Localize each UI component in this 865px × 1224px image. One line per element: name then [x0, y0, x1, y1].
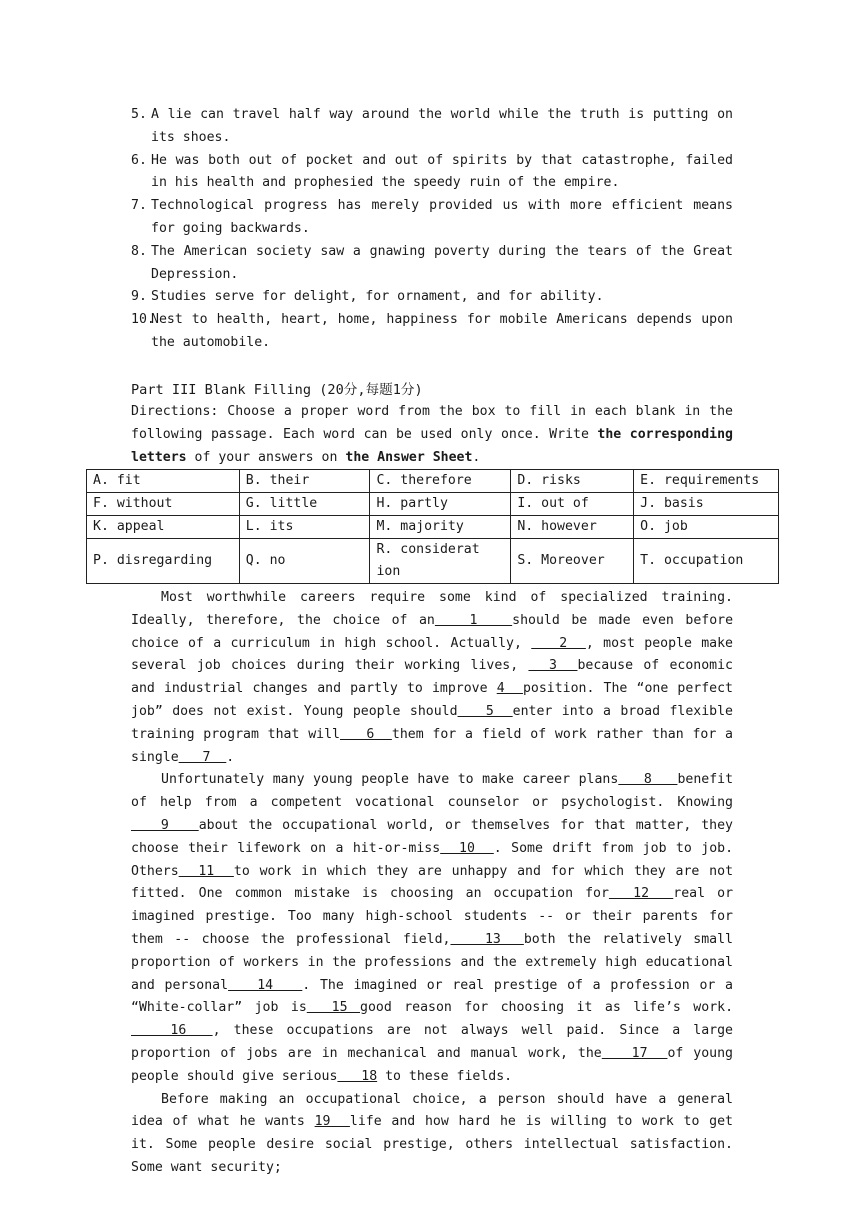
option-cell: E. requirements	[634, 470, 779, 493]
table-row	[87, 539, 779, 584]
sentence-item	[131, 241, 733, 287]
sentence-text: Technological progress has merely provided us with more efficient means for going backwards.	[151, 198, 733, 236]
passage-text: life and how hard he is willing to work to get it. Some people desire social prestige, others intellectual satisfaction. Some want security;	[131, 1114, 733, 1175]
passage-text: . The imagined or real prestige of a profession or a “White-collar” job is	[131, 977, 733, 1016]
answer-blank: 7	[178, 749, 227, 765]
passage-text: , these occupations are not always well paid. Since a large proportion of jobs are in mechanical and manual work, the	[131, 1023, 734, 1061]
option-cell: C. therefore	[370, 470, 511, 493]
sentence-number: 10.	[131, 312, 155, 328]
passage-text: .	[226, 749, 235, 765]
option-cell: T. occupation	[634, 539, 779, 584]
option-cell: J. basis	[634, 493, 779, 516]
sentence-number: 8.	[131, 243, 147, 259]
passage-text: them for a field of work rather than for a single	[131, 726, 733, 765]
answer-blank: 10	[440, 840, 494, 856]
section-title: Part III Blank Filling (20分,每题1分)	[131, 382, 423, 398]
sentence-number: 5.	[131, 107, 147, 122]
passage-text: about the occupational world, or themselves for that matter, they choose their lifework on a hit-or-miss	[131, 817, 733, 856]
passage-text: because of economic and industrial changes and partly to improve	[131, 658, 733, 697]
directions	[131, 401, 733, 469]
passage-text: good reason for choosing it as life’s work.	[360, 1000, 734, 1016]
answer-blank: 2	[531, 635, 586, 651]
passage-paragraph	[131, 1089, 733, 1180]
option-cell: P. disregarding	[87, 539, 240, 584]
answer-blank: 16	[131, 1023, 213, 1039]
directions-emphasis: the Answer Sheet	[345, 449, 473, 465]
sentence-number: 6.	[131, 152, 147, 168]
passage-text: enter into a broad flexible training program that will	[131, 703, 733, 742]
answer-blank: 6	[339, 726, 392, 742]
sentence-item	[131, 195, 733, 241]
option-cell: B. their	[239, 470, 370, 493]
option-cell: A. fit	[87, 470, 240, 493]
sentence-text: He was both out of pocket and out of spirits by that catastrophe, failed in his health and prophesied the speedy ruin of the empire.	[151, 152, 733, 191]
passage-text: real or imagined prestige. Too many high-school students -- or their parents for them -- choose the professional field,	[131, 886, 734, 947]
cloze-passage	[131, 587, 733, 1180]
option-cell: N. however	[511, 516, 634, 539]
directions-text: Directions: Choose a proper word from the box to fill in each blank in the following passage. Each word can be used only once. Write	[131, 404, 733, 442]
answer-blank: 11	[178, 863, 234, 879]
answer-blank: 12	[608, 886, 674, 902]
option-cell: D. risks	[511, 470, 634, 493]
passage-text: should be made even before choice of a curriculum in high school. Actually,	[131, 612, 734, 651]
option-cell: G. little	[239, 493, 370, 516]
answer-blank: 8	[618, 772, 678, 788]
answer-blank: 4	[496, 681, 523, 697]
table-row	[87, 493, 779, 516]
option-cell: M. majority	[370, 516, 511, 539]
sentence-number: 9.	[131, 289, 147, 305]
answer-blank: 9	[131, 817, 199, 833]
sentence-text: The American society saw a gnawing poverty during the tears of the Great Depression.	[151, 243, 733, 282]
sentence-text: Nest to health, heart, home, happiness for mobile Americans depends upon the automobile.	[151, 312, 733, 350]
passage-paragraph	[131, 587, 733, 769]
option-cell: H. partly	[370, 493, 511, 516]
sentence-number: 7.	[131, 198, 147, 214]
option-cell: O. job	[634, 516, 779, 539]
passage-text: of young people should give serious	[131, 1045, 733, 1084]
answer-blank: 14	[228, 977, 303, 993]
option-cell: L. its	[239, 516, 370, 539]
option-cell: F. without	[87, 493, 240, 516]
answer-blank: 5	[457, 703, 513, 719]
answer-blank: 13	[450, 931, 524, 947]
sentence-text: Studies serve for delight, for ornament, and for ability.	[151, 289, 604, 305]
passage-text: Unfortunately many young people have to make career plans	[161, 772, 619, 788]
translation-sentences	[131, 104, 733, 355]
table-row	[87, 516, 779, 539]
directions-emphasis: the corresponding letters	[131, 426, 733, 465]
passage-text: to work in which they are unhappy and for which they are not fitted. One common mistake is choosing an occupation for	[131, 863, 734, 902]
option-cell: K. appeal	[87, 516, 240, 539]
passage-text: Before making an occupational choice, a person should have a general idea of what he wants	[131, 1091, 733, 1130]
directions-text: .	[472, 449, 481, 465]
sentence-item	[131, 104, 733, 150]
option-text: R. consideration	[376, 542, 480, 579]
option-cell: S. Moreover	[511, 539, 634, 584]
passage-text: Most worthwhile careers require some kind of specialized training. Ideally, therefore, the choice of an	[131, 590, 733, 628]
passage-text: benefit of help from a competent vocational counselor or psychologist. Knowing	[131, 772, 734, 811]
table-row	[87, 470, 779, 493]
passage-text: , most people make several job choices during their working lives,	[131, 635, 733, 674]
passage-text: both the relatively small proportion of workers in the professions and the extremely high educational and personal	[131, 931, 733, 993]
sentence-item	[131, 309, 733, 355]
option-cell: I. out of	[511, 493, 634, 516]
answer-blank: 3	[528, 658, 578, 674]
sentence-item	[131, 286, 733, 309]
option-cell: Q. no	[239, 539, 370, 584]
passage-text: to these fields.	[377, 1068, 513, 1084]
answer-blank: 1	[434, 612, 513, 628]
answer-blank: 18	[337, 1068, 378, 1084]
passage-text: . Some drift from job to job. Others	[131, 840, 734, 879]
passage-text: position. The “one perfect job” does not exist. Young people should	[131, 681, 733, 719]
answer-blank: 17	[601, 1045, 668, 1061]
word-box-table	[86, 469, 779, 584]
passage-paragraph	[131, 769, 733, 1088]
option-cell	[370, 539, 511, 584]
answer-blank: 19	[314, 1114, 350, 1130]
sentence-text: A lie can travel half way around the world while the truth is putting on its shoes.	[151, 107, 733, 145]
sentence-item	[131, 150, 733, 196]
answer-blank: 15	[306, 1000, 361, 1016]
directions-text: of your answers on	[186, 449, 346, 465]
